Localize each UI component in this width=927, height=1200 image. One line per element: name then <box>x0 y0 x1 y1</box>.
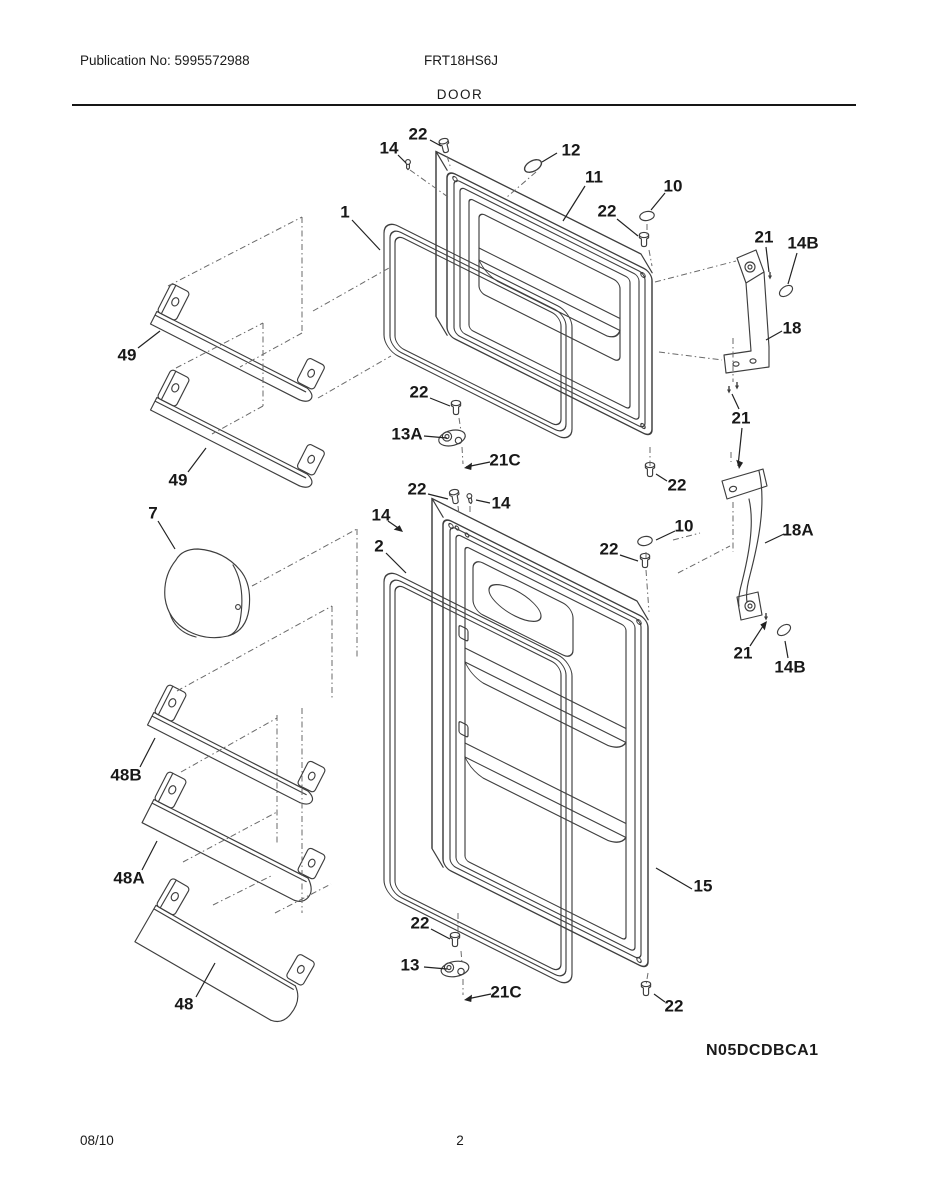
callout-leader <box>431 929 450 939</box>
freezer-door-panel <box>436 152 652 438</box>
door-rail-48b <box>148 684 330 807</box>
screw-21 <box>768 272 772 280</box>
handle-bracket-18 <box>724 250 769 373</box>
screw-22 <box>450 932 459 946</box>
callout-leader <box>765 534 784 543</box>
callout-leader <box>352 220 380 250</box>
callout-leader <box>620 555 638 561</box>
cap-14b-top <box>777 283 794 299</box>
callout-leader <box>424 436 447 438</box>
plug-10-top <box>639 210 655 221</box>
callout-leader <box>656 474 667 481</box>
part-callout-48B: 48B <box>110 765 142 785</box>
page-title: DOOR <box>436 87 484 102</box>
part-callout-1: 1 <box>340 202 350 222</box>
callout-leader <box>651 193 665 210</box>
part-callout-2: 2 <box>374 536 384 556</box>
callout-leader <box>140 738 155 767</box>
screw-14 <box>467 493 474 504</box>
plug-10-bottom <box>637 535 653 546</box>
part-callout-48A: 48A <box>113 868 145 888</box>
part-7-cover <box>165 549 250 638</box>
callout-leader <box>654 994 665 1002</box>
part-callout-21C: 21C <box>489 450 521 470</box>
part-callout-49: 49 <box>117 345 137 365</box>
callout-leader <box>656 531 675 540</box>
publication-number: Publication No: 5995572988 <box>80 53 250 68</box>
footer-date: 08/10 <box>80 1133 114 1148</box>
callout-leader <box>785 641 788 658</box>
callout-leader <box>196 963 215 997</box>
callout-leader <box>386 553 406 573</box>
part-callout-14B: 14B <box>787 233 819 253</box>
part-callout-15: 15 <box>693 876 713 896</box>
part-callout-48: 48 <box>174 994 194 1014</box>
part-callout-10: 10 <box>674 516 694 536</box>
screw-22 <box>640 553 649 567</box>
callout-leader <box>563 186 585 221</box>
screw-22 <box>639 232 648 246</box>
part-callout-22: 22 <box>664 996 684 1016</box>
callout-leader <box>138 331 160 348</box>
callout-leader <box>788 253 797 284</box>
part-callout-21: 21 <box>754 227 774 247</box>
plug-12 <box>523 157 544 175</box>
arrow-21-mid <box>736 460 744 469</box>
cap-14b-bottom <box>775 622 792 638</box>
part-callout-18: 18 <box>782 318 802 338</box>
part-callout-21: 21 <box>731 408 751 428</box>
part-callout-10: 10 <box>663 176 683 196</box>
door-rail-48a <box>142 771 331 905</box>
part-callout-13: 13 <box>400 955 420 975</box>
callout-leader <box>542 153 557 162</box>
part-callout-21C: 21C <box>490 982 522 1002</box>
callout-leader <box>738 428 742 466</box>
door-rail-48 <box>135 878 321 1028</box>
screw-21 <box>764 613 768 621</box>
footer-page-number: 2 <box>456 1133 464 1148</box>
part-callout-12: 12 <box>561 140 581 160</box>
fridge-door-panel <box>432 499 648 970</box>
callout-leader <box>188 448 206 472</box>
callout-leader <box>656 868 692 889</box>
part-callout-14: 14 <box>491 493 511 513</box>
part-callout-14: 14 <box>371 505 391 525</box>
screw-22 <box>449 489 461 505</box>
callout-leader <box>617 219 638 236</box>
part-callout-22: 22 <box>409 382 429 402</box>
dashed-guides <box>168 156 736 995</box>
part-callout-7: 7 <box>148 503 158 523</box>
screw-21 <box>735 382 739 390</box>
callout-leader <box>732 394 739 409</box>
part-callout-22: 22 <box>667 475 687 495</box>
callout-leader <box>476 500 490 503</box>
screw-21 <box>727 386 731 394</box>
screw-22 <box>641 981 650 995</box>
part-callout-14B: 14B <box>774 657 806 677</box>
part-callout-22: 22 <box>599 539 619 559</box>
part-callout-22: 22 <box>410 913 430 933</box>
freezer-door-gasket <box>384 219 572 443</box>
screw-22 <box>451 400 460 414</box>
part-callout-22: 22 <box>597 201 617 221</box>
callout-leader <box>424 967 447 969</box>
screw-14 <box>406 160 411 170</box>
part-callout-22: 22 <box>408 124 428 144</box>
callout-leader <box>398 155 406 163</box>
part-callout-49: 49 <box>168 470 188 490</box>
part-callout-13A: 13A <box>391 424 423 444</box>
handle-bracket-18a <box>722 469 767 620</box>
callout-leader <box>428 494 448 499</box>
part-callout-11: 11 <box>585 167 603 187</box>
callout-leader <box>142 841 157 870</box>
diagram-code: N05DCDBCA1 <box>706 1042 819 1059</box>
model-number: FRT18HS6J <box>424 53 499 68</box>
callout-leader <box>430 398 450 406</box>
part-callout-18A: 18A <box>782 520 814 540</box>
callout-leader <box>158 521 175 549</box>
callout-leader <box>766 247 769 272</box>
part-callout-14: 14 <box>379 138 399 158</box>
part-callout-21: 21 <box>733 643 753 663</box>
part-callout-22: 22 <box>407 479 427 499</box>
